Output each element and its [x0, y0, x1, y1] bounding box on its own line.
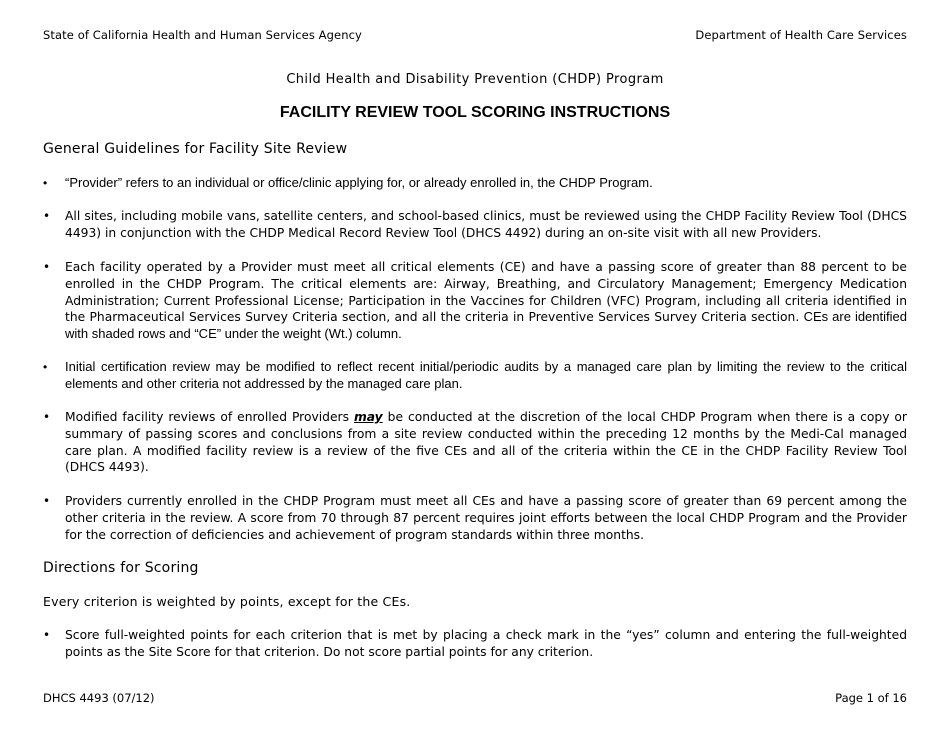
general-guidelines-list — [43, 208, 907, 242]
bullet-icon: • — [43, 209, 51, 223]
scoring-list — [43, 627, 907, 661]
header-agency: State of California Health and Human Services Agency — [43, 28, 362, 42]
bullet-text: be conducted at the discretion of the local CHDP Program when there is a copy or summary of passing scores and conclusions from a site review conducted within the preceding 12 months by the Medi-Cal managed care plan. A modified facility review is a review of the five CEs and all of the criteria within the CE in the CHDP Facility Review Tool (DHCS 4493). — [65, 410, 907, 475]
bullet-icon: • — [43, 410, 51, 424]
general-guidelines-list — [43, 359, 907, 393]
bullet-text-ce-note: CEs are identified with shaded rows and “CE” under the weight (Wt.) column. — [65, 309, 907, 342]
bullet-text: Initial certification review may be modified to reflect recent initial/periodic audits by a managed care plan by limiting the review to the critical elements and other criteria not addressed by the managed care plan. — [65, 359, 907, 391]
list-item — [43, 259, 907, 343]
bullet-icon: • — [43, 628, 51, 642]
page-title: FACILITY REVIEW TOOL SCORING INSTRUCTIONS — [279, 104, 671, 121]
bullet-text: Each facility operated by a Provider must meet all critical elements (CE) and have a passing score of greater than 88 percent to be enrolled in the CHDP Program. The critical elements are: Airway, Breathing, and Circulatory Management; Emergency Medication Administration; Current Professional License; Participation in the Vaccines for Children (VFC) Program, including all criteria identified in the Pharmaceutical Services Survey Criteria section, and all the criteria in Preventive Services Survey Criteria section. — [65, 260, 907, 325]
list-item — [43, 208, 907, 242]
bullet-icon: • — [43, 176, 48, 190]
general-guidelines-list — [43, 409, 907, 476]
list-item — [43, 627, 907, 661]
list-item — [43, 493, 907, 543]
scoring-intro: Every criterion is weighted by points, except for the CEs. — [43, 594, 411, 609]
list-item — [43, 175, 907, 192]
general-guidelines-list — [43, 259, 907, 343]
emphasis-may: may — [353, 410, 383, 424]
program-name: Child Health and Disability Prevention (CHDP) Program — [286, 72, 664, 87]
general-guidelines-list — [43, 175, 907, 192]
bullet-icon: • — [43, 360, 48, 374]
bullet-icon: • — [43, 494, 51, 508]
bullet-text: “Provider” refers to an individual or office/clinic applying for, or already enrolled in, the CHDP Program. — [65, 175, 653, 190]
bullet-text: Modified facility reviews of enrolled Providers — [65, 410, 354, 424]
bullet-icon: • — [43, 260, 51, 274]
list-item — [43, 359, 907, 393]
general-guidelines-list — [43, 493, 907, 543]
bullet-text: All sites, including mobile vans, satellite centers, and school-based clinics, must be reviewed using the CHDP Facility Review Tool (DHCS 4493) in conjunction with the CHDP Medical Record Review Tool (DHCS 4492) during an on-site visit with all new Providers. — [65, 209, 907, 240]
footer-page-number: Page 1 of 16 — [835, 691, 907, 705]
header-department: Department of Health Care Services — [695, 28, 907, 42]
list-item — [43, 409, 907, 476]
bullet-text: Providers currently enrolled in the CHDP Program must meet all CEs and have a passing score of greater than 69 percent among the other criteria in the review. A score from 70 through 87 percent requires joint efforts between the local CHDP Program and the Provider for the correction of deficiencies and achievement of program standards within three months. — [65, 494, 907, 542]
footer-form-number: DHCS 4493 (07/12) — [43, 691, 155, 705]
general-guidelines-heading: General Guidelines for Facility Site Review — [43, 141, 348, 157]
bullet-text: Score full-weighted points for each criterion that is met by placing a check mark in the “yes” column and entering the full-weighted points as the Site Score for that criterion. Do not score partial points for any criterion. — [65, 628, 907, 659]
scoring-directions-heading: Directions for Scoring — [43, 560, 199, 576]
